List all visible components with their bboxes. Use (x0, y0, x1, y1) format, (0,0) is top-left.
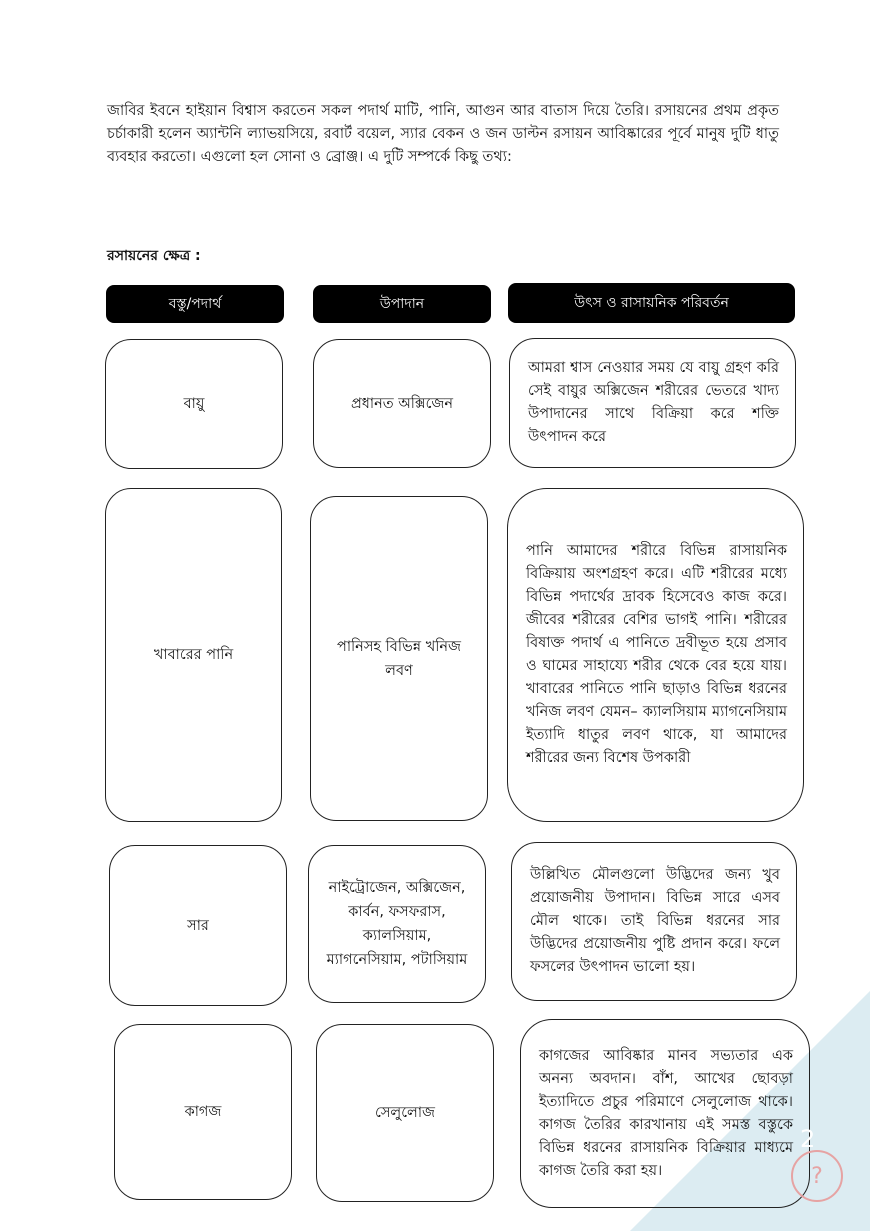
row-2-source: পানি আমাদের শরীরে বিভিন্ন রাসায়নিক বিক্রিয়ায় অংশগ্রহণ করে। এটি শরীরের মধ্যে বিভিন্ন পদার্থের দ্রাবক হিসেবেও কাজ করে। জীবের শরীরের বেশির ভাগই পানি। শরীরের বিষাক্ত পদার্থ এ পানিতে দ্রবীভূত হয়ে প্রসাব ও ঘামের সাহায্যে শরীর থেকে বের হয়ে যায়। খাবারের পানিতে পানি ছাড়াও বিভিন্ন ধরনের খনিজ লবণ যেমন– ক্যালসিয়াম ম্যাগনেসিয়াম ইত্যাদি ধাতুর লবণ থাকে, যা আমাদের শরীরের জন্য বিশেষ উপকারী (507, 488, 804, 822)
header-component: উপাদান (313, 285, 491, 323)
header-source: উৎস ও রাসায়নিক পরিবর্তন (508, 283, 795, 323)
row-3-component: নাইট্রোজেন, অক্সিজেন, কার্বন, ফসফরাস, ক্যালসিয়াম, ম্যাগনেসিয়াম, পটাসিয়াম (308, 845, 486, 1003)
row-4-source: কাগজের আবিষ্কার মানব সভ্যতার এক অনন্য অবদান। বাঁশ, আখের ছোবড়া ইত্যাদিতে প্রচুর পরিমাণে সেলুলোজ থাকে। কাগজ তৈরির কারখানায় এই সমস্ত বস্তুকে বিভিন্ন ধরনের রাসায়নিক বিক্রিয়ার মাধ্যমে কাগজ তৈরি করা হয়। (520, 1019, 810, 1208)
row-2-component: পানিসহ বিভিন্ন খনিজ লবণ (310, 496, 488, 821)
row-3-substance: সার (109, 845, 287, 1006)
row-2-substance: খাবারের পানি (105, 488, 282, 822)
header-substance: বস্তু/পদার্থ (106, 285, 284, 323)
row-1-substance: বায়ু (105, 339, 283, 469)
row-3-source: উল্লিখিত মৌলগুলো উদ্ভিদের জন্য খুব প্রয়োজনীয় উপাদান। বিভিন্ন সারে এসব মৌল থাকে। তাই বিভিন্ন ধরনের সার উদ্ভিদের প্রয়োজনীয় পুষ্টি প্রদান করে। ফলে ফসলের উৎপাদন ভালো হয়। (511, 842, 797, 1001)
row-1-source: আমরা শ্বাস নেওয়ার সময় যে বায়ু গ্রহণ করি সেই বায়ুর অক্সিজেন শরীরের ভেতরে খাদ্য উপাদানের সাথে বিক্রিয়া করে শক্তি উৎপাদন করে (509, 338, 796, 468)
page-number: 2 (800, 1125, 816, 1153)
row-4-component: সেলুলোজ (316, 1024, 494, 1202)
intro-paragraph: জাবির ইবনে হাইয়ান বিশ্বাস করতেন সকল পদার্থ মাটি, পানি, আগুন আর বাতাস দিয়ে তৈরি। রসায়নের প্রথম প্রকৃত চর্চাকারী হলেন অ্যান্টনি ল্যাভয়সিয়ে, রবার্ট বয়েল, স্যার বেকন ও জন ডাল্টন রসায়ন আবিষ্কারের পূর্বে মানুষ দুটি ধাতু ব্যবহার করতো। এগুলো হল সোনা ও ব্রোঞ্জ। এ দুটি সম্পর্কে কিছু তথ্য: (107, 103, 779, 165)
publisher-logo-icon: ? (791, 1150, 843, 1202)
section-title: রসায়নের ক্ষেত্র : (107, 248, 201, 264)
row-1-component: প্রধানত অক্সিজেন (313, 339, 491, 468)
row-4-substance: কাগজ (114, 1024, 292, 1200)
